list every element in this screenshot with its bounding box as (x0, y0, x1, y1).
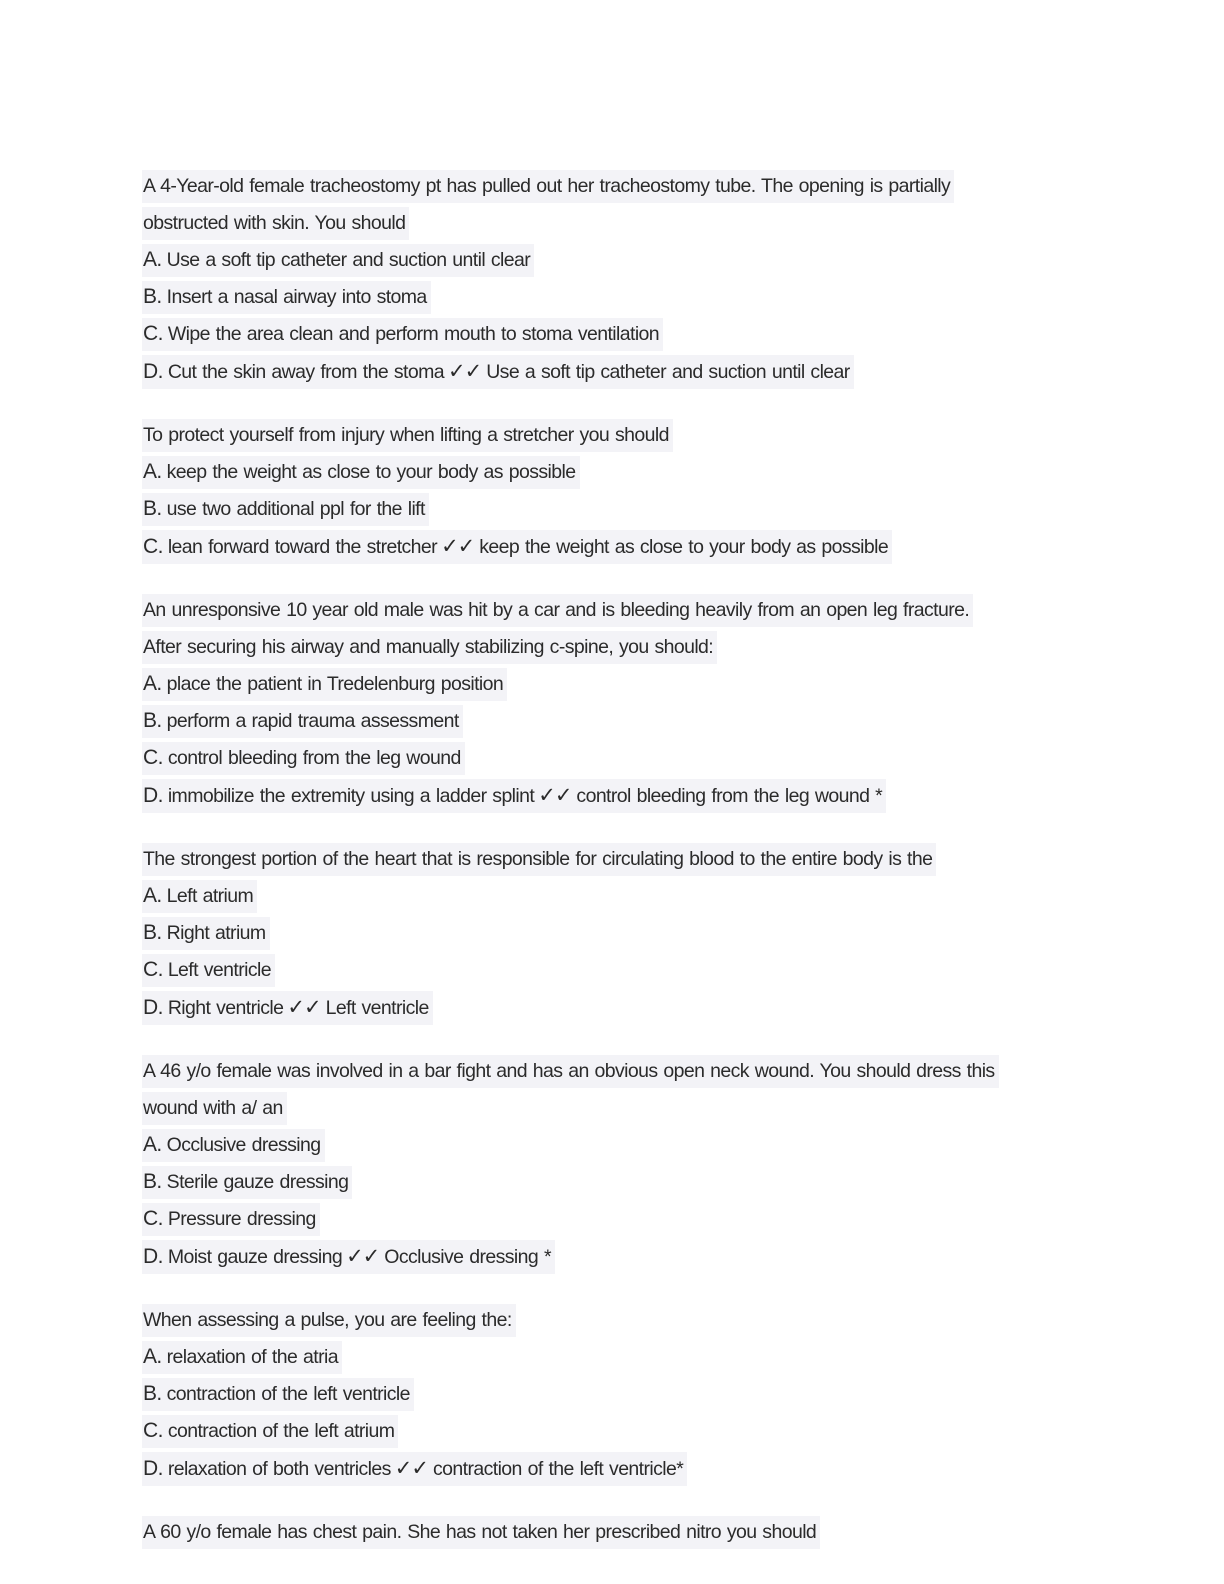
correct-answer: Occlusive dressing * (384, 1246, 551, 1268)
answer-option-c (142, 318, 663, 351)
option-text: Wipe the area clean and perform mouth to stoma ventilation (167, 323, 660, 345)
double-check-icon: ✓✓ (287, 995, 321, 1019)
option-text: Pressure dressing (167, 1208, 316, 1230)
answer-option-c (142, 1415, 398, 1448)
answer-option-c (142, 1203, 320, 1236)
question-3 (142, 594, 1082, 813)
answer-option-b (142, 493, 429, 526)
option-text: Occlusive dressing (166, 1134, 321, 1156)
option-text: Left ventricle (167, 959, 271, 981)
correct-answer: Left ventricle (325, 997, 429, 1019)
question-stem-line: obstructed with skin. You should (142, 207, 409, 240)
option-letter: A. (143, 884, 162, 907)
option-letter: A. (143, 1133, 162, 1156)
option-text: relaxation of both ventricles (167, 1458, 391, 1480)
question-stem-line: When assessing a pulse, you are feeling the: (142, 1304, 516, 1337)
option-text: Right ventricle (167, 997, 284, 1019)
answer-option-b (142, 1378, 414, 1411)
question-5 (142, 1055, 1082, 1274)
question-stem-line: A 46 y/o female was involved in a bar fight and has an obvious open neck wound. You should dress this (142, 1055, 999, 1088)
option-text: perform a rapid trauma assessment (166, 710, 459, 732)
option-text: Insert a nasal airway into stoma (166, 286, 427, 308)
question-stem-line: After securing his airway and manually stabilizing c-spine, you should: (142, 631, 717, 664)
answer-option-b (142, 281, 431, 314)
option-letter: A. (143, 460, 162, 483)
correct-answer: contraction of the left ventricle* (433, 1458, 684, 1480)
answer-option-c (142, 954, 275, 987)
option-letter: C. (143, 1419, 163, 1442)
option-text: Sterile gauze dressing (166, 1171, 349, 1193)
option-text: contraction of the left atrium (167, 1420, 395, 1442)
correct-answer: keep the weight as close to your body as possible (479, 536, 889, 558)
answer-option-a (142, 456, 580, 489)
answer-option-a (142, 880, 257, 913)
answer-option-b (142, 1166, 352, 1199)
option-letter: D. (143, 360, 163, 383)
answer-option-a (142, 1129, 325, 1162)
option-letter: A. (143, 1345, 162, 1368)
option-letter: C. (143, 958, 163, 981)
answer-option-a (142, 668, 507, 701)
question-1 (142, 170, 1082, 389)
question-stem-line: A 4-Year-old female tracheostomy pt has pulled out her tracheostomy tube. The opening is partially (142, 170, 954, 203)
option-letter: C. (143, 1207, 163, 1230)
option-text: keep the weight as close to your body as possible (166, 461, 576, 483)
answer-option-a (142, 244, 534, 277)
option-letter: C. (143, 535, 163, 558)
question-6 (142, 1304, 1082, 1486)
double-check-icon: ✓✓ (538, 783, 572, 807)
correct-answer: control bleeding from the leg wound * (576, 785, 883, 807)
answer-option-b (142, 705, 463, 738)
double-check-icon: ✓✓ (346, 1244, 380, 1268)
double-check-icon: ✓✓ (447, 359, 482, 383)
option-text: control bleeding from the leg wound (167, 747, 461, 769)
answer-option-d (142, 779, 886, 813)
option-letter: C. (143, 322, 163, 345)
option-letter: D. (143, 784, 163, 807)
question-stem-line: The strongest portion of the heart that is responsible for circulating blood to the entire body is the (142, 843, 936, 876)
option-text: Left atrium (166, 885, 254, 907)
option-text: contraction of the left ventricle (166, 1383, 410, 1405)
option-letter: B. (143, 1382, 162, 1405)
option-letter: B. (143, 497, 162, 520)
answer-option-a (142, 1341, 342, 1374)
correct-answer: Use a soft tip catheter and suction until clear (486, 361, 850, 383)
question-stem-line: A 60 y/o female has chest pain. She has not taken her prescribed nitro you should (142, 1516, 820, 1549)
option-text: relaxation of the atria (166, 1346, 338, 1368)
option-letter: B. (143, 709, 162, 732)
answer-option-d (142, 991, 433, 1025)
option-text: place the patient in Tredelenburg position (166, 673, 504, 695)
answer-option-d (142, 1452, 687, 1486)
double-check-icon: ✓✓ (394, 1456, 428, 1480)
option-text: Cut the skin away from the stoma (167, 361, 444, 383)
double-check-icon: ✓✓ (441, 534, 475, 558)
option-letter: B. (143, 1170, 162, 1193)
option-text: lean forward toward the stretcher (167, 536, 438, 558)
answer-option-c (142, 530, 892, 564)
option-letter: D. (143, 996, 163, 1019)
option-letter: A. (143, 672, 162, 695)
option-letter: D. (143, 1457, 163, 1480)
question-stem-line: wound with a/ an (142, 1092, 287, 1125)
option-letter: B. (143, 921, 162, 944)
option-text: Moist gauze dressing (167, 1246, 343, 1268)
option-letter: B. (143, 285, 162, 308)
option-letter: A. (143, 248, 162, 271)
question-4 (142, 843, 1082, 1025)
option-text: Right atrium (166, 922, 266, 944)
answer-option-d (142, 1240, 555, 1274)
option-text: Use a soft tip catheter and suction until clear (166, 249, 531, 271)
option-text: use two additional ppl for the lift (166, 498, 425, 520)
answer-option-b (142, 917, 270, 950)
document-page (142, 170, 1082, 1579)
question-stem-line: An unresponsive 10 year old male was hit by a car and is bleeding heavily from an open leg fracture. (142, 594, 973, 627)
answer-option-d (142, 355, 854, 389)
question-2 (142, 419, 1082, 564)
question-7 (142, 1516, 1082, 1549)
option-text: immobilize the extremity using a ladder splint (167, 785, 535, 807)
question-stem-line: To protect yourself from injury when lifting a stretcher you should (142, 419, 673, 452)
option-letter: D. (143, 1245, 163, 1268)
option-letter: C. (143, 746, 163, 769)
answer-option-c (142, 742, 465, 775)
